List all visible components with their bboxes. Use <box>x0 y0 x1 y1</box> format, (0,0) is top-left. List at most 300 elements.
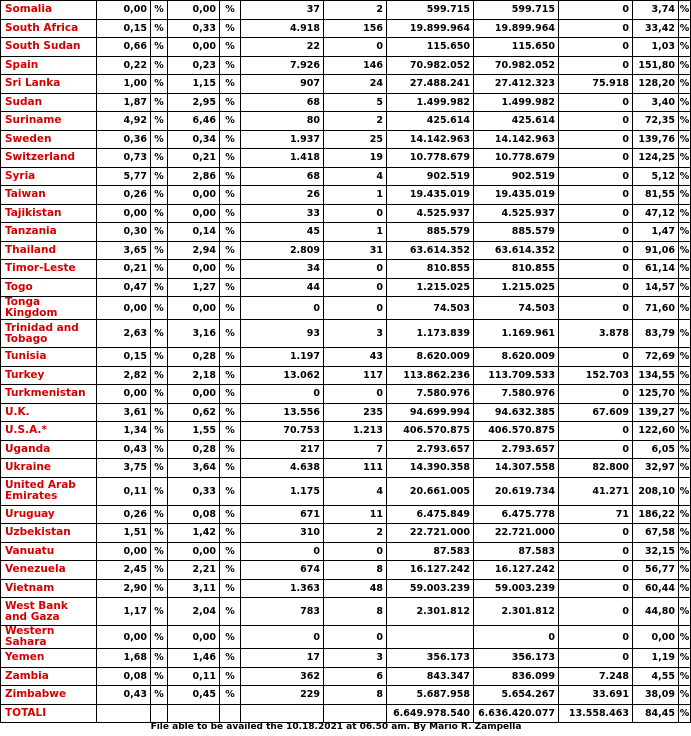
value-cell: 674 <box>241 561 324 580</box>
percent-sign: % <box>679 649 691 668</box>
value-cell: 0 <box>559 223 633 242</box>
value-cell: 44,80 <box>633 598 679 626</box>
value-cell: 0 <box>559 186 633 205</box>
country-cell: United Arab Emirates <box>1 477 97 505</box>
percent-sign: % <box>151 598 168 626</box>
table-row <box>1 598 691 626</box>
table-row <box>1 56 691 75</box>
percent-sign: % <box>220 56 241 75</box>
value-cell: 3.878 <box>559 320 633 348</box>
percent-sign: % <box>220 440 241 459</box>
value-cell: 0,00 <box>97 204 151 223</box>
value-cell: 0 <box>559 297 633 320</box>
value-cell: 0,00 <box>97 1 151 20</box>
value-cell: 72,69 <box>633 348 679 367</box>
value-cell: 20.661.005 <box>387 477 474 505</box>
percent-sign: % <box>151 667 168 686</box>
percent-sign: % <box>679 278 691 297</box>
percent-sign: % <box>151 93 168 112</box>
percent-sign: % <box>679 19 691 38</box>
country-cell: Tajikistan <box>1 204 97 223</box>
value-cell: 59.003.239 <box>474 579 559 598</box>
value-cell: 60,44 <box>633 579 679 598</box>
value-cell: 0,08 <box>168 505 220 524</box>
percent-sign: % <box>220 403 241 422</box>
value-cell: 0 <box>324 260 387 279</box>
percent-sign: % <box>220 93 241 112</box>
value-cell: 8.620.009 <box>387 348 474 367</box>
value-cell: 0 <box>559 348 633 367</box>
percent-sign: % <box>220 542 241 561</box>
table-row <box>1 649 691 668</box>
value-cell: 1,68 <box>97 649 151 668</box>
value-cell: 0 <box>559 579 633 598</box>
value-cell: 0 <box>559 130 633 149</box>
value-cell: 0 <box>559 598 633 626</box>
percent-sign: % <box>151 422 168 441</box>
value-cell: 1.197 <box>241 348 324 367</box>
value-cell: 4.918 <box>241 19 324 38</box>
value-cell: 13.556 <box>241 403 324 422</box>
table-row <box>1 477 691 505</box>
percent-sign: % <box>220 649 241 668</box>
empty-cell <box>220 704 241 723</box>
percent-sign: % <box>151 38 168 57</box>
value-cell: 61,14 <box>633 260 679 279</box>
value-cell: 32,97 <box>633 459 679 478</box>
percent-sign: % <box>220 167 241 186</box>
value-cell: 2,45 <box>97 561 151 580</box>
percent-sign: % <box>151 542 168 561</box>
percent-sign: % <box>151 186 168 205</box>
table-row <box>1 204 691 223</box>
percent-sign: % <box>679 422 691 441</box>
value-cell: 0,26 <box>97 505 151 524</box>
percent-sign: % <box>151 459 168 478</box>
percent-sign: % <box>220 320 241 348</box>
country-cell: Uganda <box>1 440 97 459</box>
value-cell: 19.435.019 <box>387 186 474 205</box>
value-cell: 33 <box>241 204 324 223</box>
value-cell: 3,40 <box>633 93 679 112</box>
empty-cell <box>324 704 387 723</box>
value-cell: 117 <box>324 366 387 385</box>
country-cell: U.S.A.* <box>1 422 97 441</box>
value-cell: 26 <box>241 186 324 205</box>
percent-sign: % <box>220 385 241 404</box>
percent-sign: % <box>151 524 168 543</box>
percent-sign: % <box>151 112 168 131</box>
value-cell: 0,15 <box>97 19 151 38</box>
value-cell: 139,76 <box>633 130 679 149</box>
value-cell: 0,00 <box>168 204 220 223</box>
value-cell: 22.721.000 <box>387 524 474 543</box>
percent-sign: % <box>151 366 168 385</box>
percent-sign: % <box>151 278 168 297</box>
country-cell: Ukraine <box>1 459 97 478</box>
percent-sign: % <box>151 505 168 524</box>
value-cell: 41.271 <box>559 477 633 505</box>
value-cell: 1,51 <box>97 524 151 543</box>
country-cell: Sweden <box>1 130 97 149</box>
value-cell: 7 <box>324 440 387 459</box>
percent-sign: % <box>220 186 241 205</box>
value-cell: 24 <box>324 75 387 94</box>
value-cell: 0,28 <box>168 440 220 459</box>
value-cell: 0 <box>324 626 387 649</box>
value-cell: 2 <box>324 1 387 20</box>
percent-sign: % <box>220 204 241 223</box>
percent-sign: % <box>679 477 691 505</box>
table-row <box>1 38 691 57</box>
value-cell: 0,00 <box>168 385 220 404</box>
country-cell: Zimbabwe <box>1 686 97 705</box>
value-cell: 0,22 <box>97 56 151 75</box>
footer-note: File able to be availed the 10.18.2021 at 06.50 am. By Mario R. Zampella <box>150 722 522 732</box>
value-cell: 0 <box>559 278 633 297</box>
table-row <box>1 403 691 422</box>
value-cell: 70.982.052 <box>474 56 559 75</box>
value-cell: 122,60 <box>633 422 679 441</box>
value-cell: 2 <box>324 524 387 543</box>
country-cell: Venezuela <box>1 561 97 580</box>
country-cell: Syria <box>1 167 97 186</box>
percent-sign: % <box>679 598 691 626</box>
table-row <box>1 686 691 705</box>
percent-sign: % <box>220 459 241 478</box>
percent-sign: % <box>679 93 691 112</box>
value-cell: 0,45 <box>168 686 220 705</box>
value-cell: 32,15 <box>633 542 679 561</box>
country-cell: U.K. <box>1 403 97 422</box>
value-cell: 4 <box>324 477 387 505</box>
value-cell: 0,43 <box>97 686 151 705</box>
country-cell: Trinidad and Tobago <box>1 320 97 348</box>
value-cell: 0 <box>241 385 324 404</box>
value-cell: 10.778.679 <box>387 149 474 168</box>
percent-sign: % <box>220 223 241 242</box>
value-cell: 5.687.958 <box>387 686 474 705</box>
value-cell: 13.062 <box>241 366 324 385</box>
empty-cell <box>97 704 151 723</box>
value-cell: 1.363 <box>241 579 324 598</box>
value-cell: 0,36 <box>97 130 151 149</box>
percent-sign: % <box>679 459 691 478</box>
table-row <box>1 348 691 367</box>
value-cell: 0 <box>324 542 387 561</box>
value-cell: 91,06 <box>633 241 679 260</box>
country-cell: Timor-Leste <box>1 260 97 279</box>
value-cell: 113.709.533 <box>474 366 559 385</box>
value-cell: 406.570.875 <box>387 422 474 441</box>
table-row <box>1 385 691 404</box>
value-cell: 599.715 <box>387 1 474 20</box>
percent-sign: % <box>151 626 168 649</box>
value-cell: 1.215.025 <box>474 278 559 297</box>
percent-sign: % <box>151 686 168 705</box>
value-cell: 6,05 <box>633 440 679 459</box>
value-cell: 2.301.812 <box>474 598 559 626</box>
percent-sign: % <box>220 130 241 149</box>
percent-sign: % <box>220 1 241 20</box>
value-cell: 0,33 <box>168 19 220 38</box>
value-cell: 0,00 <box>633 626 679 649</box>
table-row <box>1 440 691 459</box>
percent-sign: % <box>679 1 691 20</box>
value-cell: 63.614.352 <box>474 241 559 260</box>
country-cell: South Africa <box>1 19 97 38</box>
percent-sign: % <box>679 579 691 598</box>
value-cell: 1,00 <box>97 75 151 94</box>
percent-sign: % <box>220 561 241 580</box>
percent-sign: % <box>151 130 168 149</box>
percent-sign: % <box>679 241 691 260</box>
percent-sign: % <box>679 403 691 422</box>
value-cell: 0,00 <box>168 1 220 20</box>
value-cell: 1,47 <box>633 223 679 242</box>
value-cell: 139,27 <box>633 403 679 422</box>
value-cell: 599.715 <box>474 1 559 20</box>
value-cell: 81,55 <box>633 186 679 205</box>
value-cell: 425.614 <box>474 112 559 131</box>
value-cell: 0 <box>559 1 633 20</box>
value-cell: 0 <box>241 542 324 561</box>
value-cell: 3,16 <box>168 320 220 348</box>
value-cell: 74.503 <box>474 297 559 320</box>
total-label: TOTALI <box>1 704 97 723</box>
value-cell: 17 <box>241 649 324 668</box>
value-cell: 70.753 <box>241 422 324 441</box>
percent-sign: % <box>679 320 691 348</box>
country-cell: Tunisia <box>1 348 97 367</box>
value-cell: 0 <box>559 542 633 561</box>
value-cell: 3,11 <box>168 579 220 598</box>
value-cell: 7.580.976 <box>474 385 559 404</box>
value-cell: 783 <box>241 598 324 626</box>
value-cell: 0,00 <box>97 626 151 649</box>
value-cell: 0 <box>324 204 387 223</box>
value-cell: 0,66 <box>97 38 151 57</box>
value-cell: 0,00 <box>168 542 220 561</box>
value-cell: 1.215.025 <box>387 278 474 297</box>
value-cell: 33,42 <box>633 19 679 38</box>
percent-sign: % <box>679 186 691 205</box>
value-cell: 8 <box>324 686 387 705</box>
percent-sign: % <box>151 579 168 598</box>
value-cell: 671 <box>241 505 324 524</box>
value-cell: 0 <box>241 626 324 649</box>
country-cell: Yemen <box>1 649 97 668</box>
value-cell: 208,10 <box>633 477 679 505</box>
value-cell: 115.650 <box>387 38 474 57</box>
value-cell: 22.721.000 <box>474 524 559 543</box>
percent-sign: % <box>220 75 241 94</box>
value-cell: 0 <box>559 112 633 131</box>
value-cell: 6,46 <box>168 112 220 131</box>
value-cell: 4.525.937 <box>474 204 559 223</box>
value-cell: 0,21 <box>97 260 151 279</box>
value-cell: 0,00 <box>168 186 220 205</box>
value-cell: 362 <box>241 667 324 686</box>
percent-sign: % <box>151 440 168 459</box>
value-cell: 0,00 <box>97 385 151 404</box>
country-cell: Uzbekistan <box>1 524 97 543</box>
value-cell: 810.855 <box>387 260 474 279</box>
value-cell: 67,58 <box>633 524 679 543</box>
percent-sign: % <box>679 524 691 543</box>
percent-sign: % <box>151 204 168 223</box>
table-row <box>1 524 691 543</box>
country-cell: South Sudan <box>1 38 97 57</box>
value-cell: 75.918 <box>559 75 633 94</box>
value-cell: 0 <box>559 93 633 112</box>
percent-sign: % <box>679 686 691 705</box>
value-cell: 7.248 <box>559 667 633 686</box>
percent-sign: % <box>679 561 691 580</box>
value-cell: 4 <box>324 167 387 186</box>
value-cell: 356.173 <box>474 649 559 668</box>
country-cell: Sudan <box>1 93 97 112</box>
value-cell: 1,17 <box>97 598 151 626</box>
value-cell: 810.855 <box>474 260 559 279</box>
value-cell: 16.127.242 <box>474 561 559 580</box>
value-cell: 7.580.976 <box>387 385 474 404</box>
percent-sign: % <box>220 505 241 524</box>
value-cell: 4,92 <box>97 112 151 131</box>
percent-sign: % <box>679 260 691 279</box>
value-cell: 2,94 <box>168 241 220 260</box>
value-cell: 0,43 <box>97 440 151 459</box>
value-cell: 5.654.267 <box>474 686 559 705</box>
percent-sign: % <box>151 403 168 422</box>
value-cell: 146 <box>324 56 387 75</box>
value-cell: 0 <box>559 440 633 459</box>
percent-sign: % <box>151 385 168 404</box>
percent-sign: % <box>220 149 241 168</box>
table-row <box>1 149 691 168</box>
value-cell: 1,15 <box>168 75 220 94</box>
value-cell: 1,46 <box>168 649 220 668</box>
percent-sign: % <box>679 38 691 57</box>
percent-sign: % <box>151 241 168 260</box>
value-cell: 38,09 <box>633 686 679 705</box>
percent-sign: % <box>151 149 168 168</box>
table-row <box>1 579 691 598</box>
value-cell: 115.650 <box>474 38 559 57</box>
percent-sign: % <box>220 524 241 543</box>
value-cell: 48 <box>324 579 387 598</box>
value-cell: 45 <box>241 223 324 242</box>
value-cell: 44 <box>241 278 324 297</box>
value-cell: 68 <box>241 93 324 112</box>
table-row <box>1 19 691 38</box>
total-value-cell: 6.636.420.077 <box>474 704 559 723</box>
percent-sign: % <box>151 297 168 320</box>
value-cell: 5 <box>324 93 387 112</box>
table-body <box>1 1 691 723</box>
value-cell: 0,62 <box>168 403 220 422</box>
value-cell: 6 <box>324 667 387 686</box>
value-cell: 8 <box>324 598 387 626</box>
value-cell: 3,64 <box>168 459 220 478</box>
value-cell: 235 <box>324 403 387 422</box>
value-cell: 128,20 <box>633 75 679 94</box>
value-cell: 134,55 <box>633 366 679 385</box>
value-cell: 37 <box>241 1 324 20</box>
table-row <box>1 186 691 205</box>
percent-sign: % <box>220 366 241 385</box>
value-cell: 2.301.812 <box>387 598 474 626</box>
percent-sign: % <box>220 422 241 441</box>
value-cell: 1.169.961 <box>474 320 559 348</box>
value-cell: 0 <box>559 626 633 649</box>
value-cell: 152.703 <box>559 366 633 385</box>
value-cell: 6.475.778 <box>474 505 559 524</box>
percent-sign: % <box>679 385 691 404</box>
percent-sign: % <box>220 667 241 686</box>
value-cell: 63.614.352 <box>387 241 474 260</box>
table-row <box>1 260 691 279</box>
value-cell: 907 <box>241 75 324 94</box>
value-cell: 4,55 <box>633 667 679 686</box>
value-cell: 2,95 <box>168 93 220 112</box>
value-cell: 1.499.982 <box>474 93 559 112</box>
value-cell: 425.614 <box>387 112 474 131</box>
value-cell: 0 <box>559 38 633 57</box>
percent-sign: % <box>679 667 691 686</box>
table-row <box>1 366 691 385</box>
value-cell: 229 <box>241 686 324 705</box>
value-cell: 20.619.734 <box>474 477 559 505</box>
value-cell: 406.570.875 <box>474 422 559 441</box>
value-cell: 72,35 <box>633 112 679 131</box>
percent-sign: % <box>220 579 241 598</box>
percent-sign: % <box>679 223 691 242</box>
value-cell: 0 <box>559 204 633 223</box>
percent-sign: % <box>151 320 168 348</box>
value-cell: 2.793.657 <box>474 440 559 459</box>
value-cell: 3 <box>324 649 387 668</box>
table-row <box>1 320 691 348</box>
value-cell: 19.899.964 <box>474 19 559 38</box>
value-cell: 0,00 <box>168 297 220 320</box>
table-row <box>1 112 691 131</box>
country-cell: Vietnam <box>1 579 97 598</box>
value-cell: 14,57 <box>633 278 679 297</box>
value-cell: 14.307.558 <box>474 459 559 478</box>
value-cell: 5,12 <box>633 167 679 186</box>
percent-sign: % <box>220 19 241 38</box>
value-cell: 113.862.236 <box>387 366 474 385</box>
table-row <box>1 667 691 686</box>
value-cell: 0 <box>559 241 633 260</box>
country-cell: Somalia <box>1 1 97 20</box>
value-cell: 310 <box>241 524 324 543</box>
value-cell: 82.800 <box>559 459 633 478</box>
country-cell: Turkmenistan <box>1 385 97 404</box>
value-cell: 31 <box>324 241 387 260</box>
value-cell: 4.525.937 <box>387 204 474 223</box>
value-cell: 0,73 <box>97 149 151 168</box>
percent-sign: % <box>151 167 168 186</box>
table-row <box>1 561 691 580</box>
value-cell: 3,75 <box>97 459 151 478</box>
value-cell: 19.435.019 <box>474 186 559 205</box>
value-cell: 3,61 <box>97 403 151 422</box>
table-row <box>1 542 691 561</box>
value-cell: 0 <box>241 297 324 320</box>
value-cell <box>387 626 474 649</box>
